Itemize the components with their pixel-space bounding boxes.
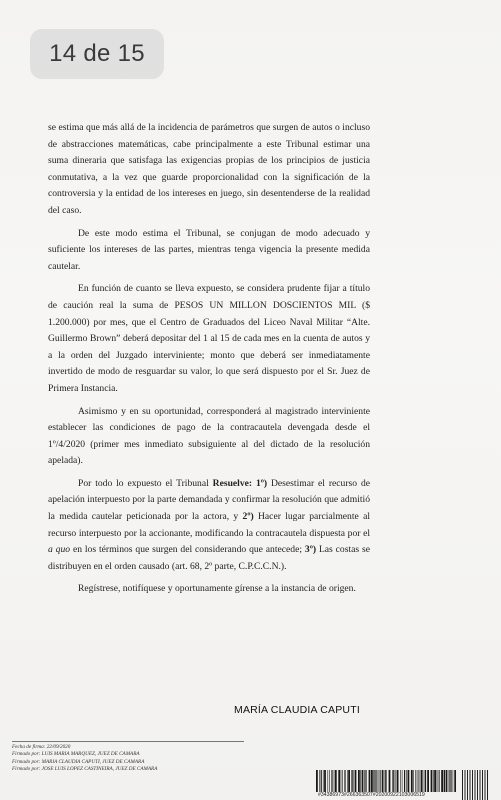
resolution-item-text: Hacer lugar parcialmente al recurso interpuesto por la accionante, modificando la contracautela dispuesta por el: [48, 511, 370, 539]
resolution-keyword: Resuelve: [212, 477, 249, 489]
paragraph: De este modo estima el Tribunal, se conjugan de modo adecuado y suficiente los intereses de las partes, mientras tenga vigencia la presente medida cautelar.: [48, 227, 370, 272]
resolution-item-text: Las costas se distribuyen en el orden causado (art. 68, 2º parte, C.P.C.C.N.).: [48, 544, 370, 572]
paragraph: se estima que más allá de la incidencia de parámetros que surgen de autos o incluso de abstracciones matemáticas, cabe principalmente a este Tribunal estimar una suma dineraria que satisfaga las exigencias propias de los principios de justicia conmutativa, a la vez que guarde proporcionalidad con la significación de la controversia y la entidad de los intereses en juego, sin desentenderse de la realidad del caso.: [48, 122, 370, 216]
paragraph: Asimismo y en su oportunidad, corresponderá al magistrado interviniente establecer las condiciones de pago de la contracautela devengada desde el 1º/4/2020 (primer mes inmediato subsiguiente al del dictado de la resolución apelada).: [48, 405, 370, 467]
signature-date: Fecha de firma: 22/09/2020: [12, 744, 71, 750]
resolution-italic-term: a quo: [48, 544, 71, 556]
resolution-item-text: en los términos que surgen del considerando que antecede;: [70, 544, 305, 556]
paragraph: En función de cuanto se lleva expuesto, se considera prudente fijar a título de caución real la suma de PESOS UN MILLON DOSCIENTOS MIL ($ 1.200.000) por mes, que el Centro de Graduados del Liceo Naval Militar “Alte. Guillermo Brown” deberá depositar del 1 al 15 de cada mes en la cuenta de autos y a la orden del Juzgado interviniente; monto que deberá ser inmediatamente invertido de modo de resguardar su valor, lo que será dispuesto por el Sr. Juez de Primera Instancia.: [48, 283, 370, 394]
signature-name: MARÍA CLAUDIA CAPUTI: [234, 704, 360, 716]
resolution-item-number: : 1º): [248, 477, 271, 489]
footer-divider: [12, 741, 244, 742]
signer-line: Firmado por: MARIA CLAUDIA CAPUTI, JUEZ DE CAMARA: [12, 758, 145, 765]
signature-metadata: [12, 744, 157, 774]
barcode: [316, 770, 456, 792]
resolution-item-text: Desestimar el recurso de apelación interpuesto por la parte demandada y confirmar la resolución que admitió la medida cautelar peticionada por la actora, y: [48, 477, 370, 523]
page-counter-badge: 14 de 15: [30, 29, 164, 79]
resolution-item-number: 2º): [242, 511, 258, 523]
barcode-number: #34386973#266363507#20200922103006519: [318, 792, 425, 798]
resolution-paragraph: [48, 476, 370, 576]
edge-barcode-strip: [462, 770, 488, 800]
closing-paragraph: Regístrese, notifíquese y oportunamente gírense a la instancia de origen.: [78, 583, 356, 595]
signer-line: Firmado por: LUIS MARIA MARQUEZ, JUEZ DE CAMARA: [12, 751, 140, 758]
resolution-item-number: 3º): [304, 544, 319, 556]
signer-line: Firmado por: JOSE LUIS LOPEZ CASTINEIRA, JUEZ DE CAMARA: [12, 766, 158, 773]
resolution-intro: Por todo lo expuesto el Tribunal: [78, 477, 213, 489]
document-body: [48, 120, 370, 604]
